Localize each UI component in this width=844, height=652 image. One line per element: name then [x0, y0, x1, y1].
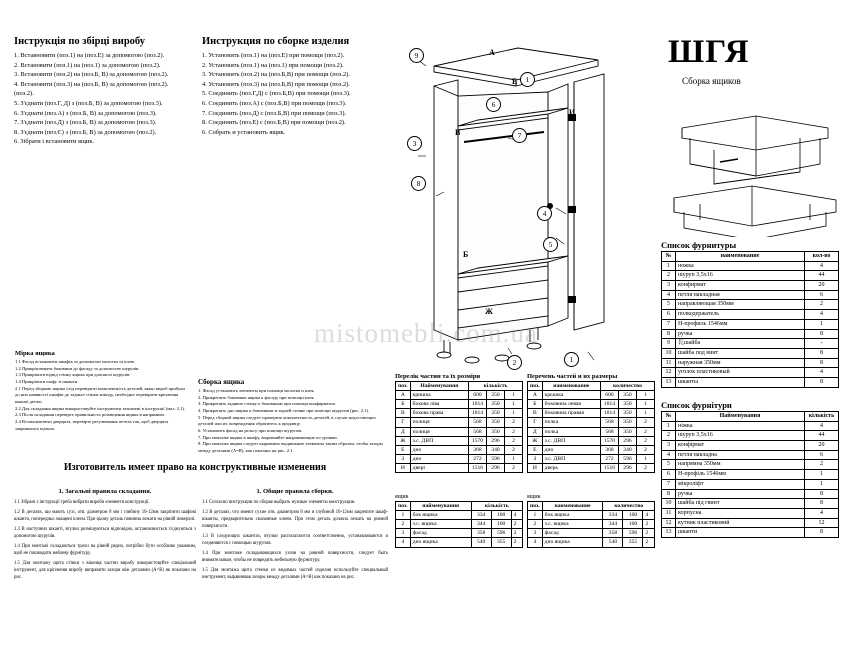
drawer-assembly-diagram — [660, 92, 840, 237]
table-row: 4 дно ящика 540 355 2 — [396, 538, 523, 547]
list-item: 1. Установить (поз.1) на (поз.Е) при помощи (поз.2). — [202, 52, 345, 59]
note-paragraph: 1.3 Прикріпити відвід стінку ящика при допомозі шурупів. — [15, 372, 131, 378]
table-row: Г полиця 568 350 2 — [396, 418, 523, 427]
mirror-note-title: Мірка ящика — [15, 350, 55, 357]
cabinet-letter-i: И — [569, 108, 576, 117]
table-row: Б боковина левая 1814 350 1 — [528, 400, 655, 409]
table-row: 2 шуруп 3,5х16 44 — [662, 431, 839, 441]
note-paragraph: 3. Прикрепить заднюю стенку к боковинам при помощи конфирматов. — [198, 401, 336, 407]
cabinet-letter-b: Б — [463, 250, 469, 259]
table-row: 12 уголок пластиковый 4 — [662, 368, 839, 378]
list-item: 8. З'єднати (поз.Є) з (поз.Б, В) за допомогою (поз.2). — [14, 128, 157, 136]
table-row: 3 фасад 358 596 2 — [396, 529, 523, 538]
table-row: Д полиця 568 350 2 — [396, 427, 523, 436]
list-item: 4. Встановити (поз.3) на (поз.Б, В) за допомогою (поз.2). — [14, 80, 169, 88]
table-row: 3 конфірмат 20 — [662, 441, 839, 451]
note-paragraph: 1.2 Прикріплювати боковини до фасаду за допомогою шурупів. — [15, 365, 140, 371]
table-row: 5 напрямна 350мм 2 — [662, 460, 839, 470]
table-row: 8 ручка 8 — [662, 329, 839, 339]
fittings-ru-table — [661, 251, 839, 388]
table-row: 1 бок ящика 334 100 4 — [528, 511, 655, 520]
parts-ru-table — [527, 381, 655, 473]
rule-paragraph: 1.2 В деталях, що мають сухі, отв. діаметром 8 мм і глибину 10-12мм закріпити шафові шканти, попередньо змащені клеєм. При цьому деталь повинна лежати на рівній поверхні. — [14, 510, 196, 523]
fittings-list-ru — [661, 240, 839, 388]
general-rules-ua — [14, 488, 196, 584]
parts-list-ua — [395, 373, 525, 473]
drawer-ua-caption: ящик — [395, 494, 409, 500]
table-row: А кришка 600 350 1 — [396, 391, 523, 400]
table-row: 11 наружная 350мм 8 — [662, 358, 839, 368]
parts-list-ru — [527, 373, 657, 473]
table-row: Б бокова ліва 1814 350 1 — [396, 400, 523, 409]
list-item: 5. З'єднати (поз.Г, Д) з (поз.Б, В) за допомогою (поз.3). — [14, 100, 163, 108]
instructions-ru-title: Инструкция по сборке изделия — [202, 36, 350, 47]
rule-paragraph: 1.2 В деталях, что имеют сухие отв. диаметром 8 мм и глубиной 10-12мм закрепите шкаф-шканты, предварительно смазанные клеем. При этом деталь должна лежать на ровной поверхности. — [202, 510, 388, 530]
watermark: mistomebli.com.ua — [314, 318, 538, 348]
list-item: 2. Встановити (поз.1) на (поз.1) за допомогою (поз.2). — [14, 61, 161, 69]
table-row: 9 瓦шайба - — [662, 339, 839, 349]
rules-ua-heading: 1. Загальні правила складання. — [58, 488, 152, 495]
rule-paragraph: 1.3 В следующих шкантах, втулки располагаются соответственно, устанавливаются и соединяются с помощью шурупов. — [202, 534, 388, 547]
col-header: наименование — [676, 252, 805, 262]
col-header: найменування — [410, 502, 471, 511]
col-header: количество — [601, 382, 655, 391]
table-row: Е дно 368 340 2 — [396, 445, 523, 454]
table-row: З з.с. ДВП 272 596 1 — [528, 454, 655, 463]
table-row: Ж з.с. ДВП 1570 296 2 — [396, 436, 523, 445]
list-item: 4. Установить (поз.3) на (поз.Б,В) при помощи (поз.2). — [202, 80, 350, 88]
callout-9: 9 — [409, 48, 424, 63]
list-item: 5. Соединить (поз.Г,Д) с (поз.Б,В) при помощи (поз.3). — [202, 90, 351, 98]
col-header: кількість — [469, 382, 523, 391]
list-item: (поз.2). — [14, 90, 34, 98]
drawer-ru-caption: ящик — [527, 494, 541, 500]
fittings-list-ua — [661, 400, 839, 538]
rule-paragraph: 1.1 Зібрані з інструкції треба вибрати вироби елементи конструкції. — [14, 500, 150, 505]
table-row: 10 шайба под винт 8 — [662, 348, 839, 358]
fittings-ua-table — [661, 411, 839, 538]
parts-ua-title: Перелік частин та їх розміри — [395, 373, 481, 380]
table-row: З дно 272 596 1 — [396, 454, 523, 463]
table-row: Ж з.с. ДВП 1570 296 2 — [528, 436, 655, 445]
list-item: 3. Установить (поз.2) на (поз.Б,В) при помощи (поз.2). — [202, 71, 350, 79]
callout-7: 7 — [512, 128, 527, 143]
table-row: 12 кутник пластиковий 12 — [662, 518, 839, 528]
callout-8: 8 — [411, 176, 426, 191]
table-row: В бокова права 1814 350 1 — [396, 409, 523, 418]
callout-6: 6 — [486, 97, 501, 112]
table-row: 1 бок ящика 334 100 4 — [396, 511, 523, 520]
table-row: 1 ніжка 4 — [662, 421, 839, 431]
table-row: 4 дно ящика 540 355 2 — [528, 538, 655, 547]
note-paragraph: 2.4 Встановлюючи дверцята, перевірте регулювання петель так, щоб дверцята закривались щільно. — [15, 418, 169, 431]
col-header: № — [662, 252, 676, 262]
table-row: 5 направляющая 350мм 2 — [662, 300, 839, 310]
col-header: кількість — [471, 502, 522, 511]
table-row: 4 петля накладна 6 — [662, 450, 839, 460]
list-item: 8. Соединить (поз.Е) с (поз.Б,В) при помощи (поз.2). — [202, 119, 346, 127]
list-item: 6. Собрать и установить ящик. — [202, 128, 286, 136]
table-row: 13 шканти 8 — [662, 528, 839, 538]
list-item: 6. Зібрати і встановити ящик. — [14, 138, 95, 146]
col-header: Найменування — [410, 382, 468, 391]
parts-ua-table — [395, 381, 523, 473]
drawer-ru-table — [527, 501, 655, 548]
fittings-ua-title: Список фурнітури — [661, 400, 732, 410]
col-header: поз. — [528, 502, 543, 511]
table-row: Е дно 368 340 2 — [528, 445, 655, 454]
brand-subtitle: Сборка ящиков — [682, 76, 741, 86]
drawer-note-title: Сборка ящика — [198, 378, 245, 386]
table-row: И дверi 1516 296 2 — [396, 463, 523, 472]
callout-3: 3 — [407, 136, 422, 151]
callout-5: 5 — [543, 237, 558, 252]
col-header: поз. — [528, 382, 543, 391]
instructions-ru-list — [202, 51, 394, 137]
brand-logo: ШГЯ — [668, 34, 750, 70]
table-row: 7 Н-профиль 1546мм 1 — [662, 319, 839, 329]
table-row: 11 корпусна 4 — [662, 508, 839, 518]
manufacturer-notice: Изготовитель имеет право на конструктивные изменения — [63, 462, 327, 473]
table-row: 4 петля накладная 6 — [662, 290, 839, 300]
instructions-ru — [202, 36, 394, 137]
note-paragraph: 1. Фасад установить элементы при помощи молотка и клея. — [198, 388, 315, 393]
note-paragraph: 4. Прикрепить дно ящика к боковинам и задней стенке при помощи шурупов (рис. 2.1). — [198, 407, 370, 413]
rule-paragraph: 1.1 Согласно инструкции по сборке выбрать нужные элементы конструкции. — [202, 500, 356, 505]
col-header: поз. — [396, 382, 411, 391]
rule-paragraph: 1.4 При монтажі складаються трохи на рівній рядно, потрібно бути особливо уважним, щоб не пошкодити меблеву фурнітуру. — [14, 544, 196, 557]
table-row: 13 шканты 8 — [662, 377, 839, 387]
note-paragraph: 8. При монтаже ящика следует выровнять выдвижные элементы таким образом, чтобы зазоры между деталями (А=В), как показано на рис. 2.1. — [198, 441, 383, 453]
note-paragraph: 2. Прикрепить боковины ящика к фасаду при помощи клея. — [198, 394, 315, 400]
table-row: 6 Н-профіль 1546мм 1 — [662, 470, 839, 480]
note-paragraph: 2.3 Після складання перевірте правильність розміщення ящика в напрямних. — [15, 412, 166, 418]
note-paragraph: 2.2 Для складання ящика використовуйте інструменти зазначені в інструкції (мал. 2.1). — [15, 405, 186, 411]
table-row: 2 шуруп 3,5х16 44 — [662, 271, 839, 281]
callout-2: 2 — [507, 355, 522, 370]
table-row: 1 ножка 4 — [662, 261, 839, 271]
table-row: А крышка 600 350 1 — [528, 391, 655, 400]
instructions-ua — [14, 36, 194, 147]
table-row: 3 конфирмат 20 — [662, 281, 839, 291]
note-paragraph: 7. При монтаже ящика в шкафу, выровняйте направляющие по уровню. — [198, 434, 338, 440]
col-header: кількість — [805, 412, 839, 422]
col-header: кол-во — [805, 252, 839, 262]
drawer-parts-ua — [395, 494, 525, 548]
drawer-parts-ru — [527, 494, 657, 548]
note-paragraph: 2.1 Перед зборкою ящика слід перевірити комплектність деталей, якщо вироб прибули до них наявності шкафів до задньої стінки комоду, необхідно перевірити кріплення кожної деталі. — [15, 385, 185, 404]
list-item: 7. Соединить (поз.Д) с (поз.Б,В) при помощи (поз.3). — [202, 109, 347, 117]
general-rules-ru — [202, 488, 388, 584]
drawer-ua-table — [395, 501, 523, 548]
rule-paragraph: 1.4 При монтаже складывающихся узлов на ровной поверхности, следует быть внимательным, чтобы не повредить мебельную фурнитуру. — [202, 551, 388, 564]
rules-ru-heading: 1. Общие правила сборки. — [256, 488, 334, 495]
note-paragraph: 5. Перед сборкой ящика следует проверить комплектность деталей, в случае недостающих деталей или их повреждения обратитесь к продавцу. — [198, 414, 376, 427]
callout-4: 4 — [537, 206, 552, 221]
table-row: 6 полкодержатель 4 — [662, 310, 839, 320]
callout-1b: 1 — [564, 352, 579, 367]
parts-ru-title: Перечень частей и их размеры — [527, 373, 618, 380]
col-header: поз. — [396, 502, 411, 511]
list-item: 3. Встановити (поз.2) на (поз.Б, В) за допомогою (поз.2). — [14, 71, 169, 79]
mirror-note — [15, 350, 187, 432]
fittings-ru-title: Список фурнитуры — [661, 240, 737, 250]
list-item: 6. Соединить (поз.А) с (поз.Б,В) при помощи (поз.3). — [202, 100, 347, 108]
col-header: наименование — [542, 502, 603, 511]
list-item: 7. З'єднати (поз.Д) з (поз.Б, В) за допомогою (поз.3). — [14, 119, 157, 127]
table-row: 8 ручка 8 — [662, 489, 839, 499]
list-item: 1. Вставновити (поз.1) на (поз.Е) за допомогою (поз.2). — [14, 52, 165, 59]
note-paragraph: 6. Установить фасад на рельсу при помощи шурупов. — [198, 427, 303, 433]
table-row: Д полка 568 350 2 — [528, 427, 655, 436]
callout-1: 1 — [520, 72, 535, 87]
table-row: 7 мікроліфт 1 — [662, 479, 839, 489]
col-header: № — [662, 412, 676, 422]
col-header: количество — [603, 502, 655, 511]
cabinet-letter-e: Е — [512, 77, 518, 86]
note-paragraph: 1.4 Прикріпити шафу зі шканти. — [15, 378, 79, 384]
cabinet-letter-a: А — [489, 48, 495, 57]
list-item: 6. З'єднати (поз.А) з (поз.Б, В) за допомогою (поз.3). — [14, 109, 157, 117]
rule-paragraph: 1.5 Для монтажа щита стенки из видимых частей изделия используйте специальный инструмент, выравнивая зазоры между деталями (А=В) как показано на рис. — [202, 568, 388, 581]
col-header: Найменування — [676, 412, 805, 422]
cabinet-letter-zh: Ж — [485, 307, 493, 316]
col-header: наименование — [542, 382, 600, 391]
instructions-ua-list — [14, 51, 194, 147]
note-paragraph: 1.1 Фасад встановити шкафів за допомогою молотка та клею. — [15, 359, 136, 364]
table-row: 10 шайба під гвинт 8 — [662, 499, 839, 509]
rule-paragraph: 1.5 Для монтажу щита стінки з віконця частин виробу використовуйте спеціальний інструмент, для кріплення виробу виправити зазори між деталями (А=В) як показано на рис. — [14, 561, 196, 581]
table-row: 2 з.с. ящика 344 100 2 — [396, 520, 523, 529]
list-item: 2. Установить (поз.1) на (поз.1) при помощи (поз.2). — [202, 61, 344, 69]
instructions-ua-title: Інструкція по збірці виробу — [14, 36, 146, 47]
table-row: 3 фасад 358 596 2 — [528, 529, 655, 538]
table-row: И дверь 1516 296 2 — [528, 463, 655, 472]
table-row: В боковина правая 1814 350 1 — [528, 409, 655, 418]
table-row: 2 з.с. ящика 344 100 2 — [528, 520, 655, 529]
table-row: Г полка 568 350 2 — [528, 418, 655, 427]
drawer-assembly-note — [198, 378, 384, 455]
cabinet-letter-v: В — [455, 128, 461, 137]
rule-paragraph: 1.3 В наступних шканті, втулки розміщуються відповідно, встановлюється з'єднуються з допомогою шурупів. — [14, 527, 196, 540]
